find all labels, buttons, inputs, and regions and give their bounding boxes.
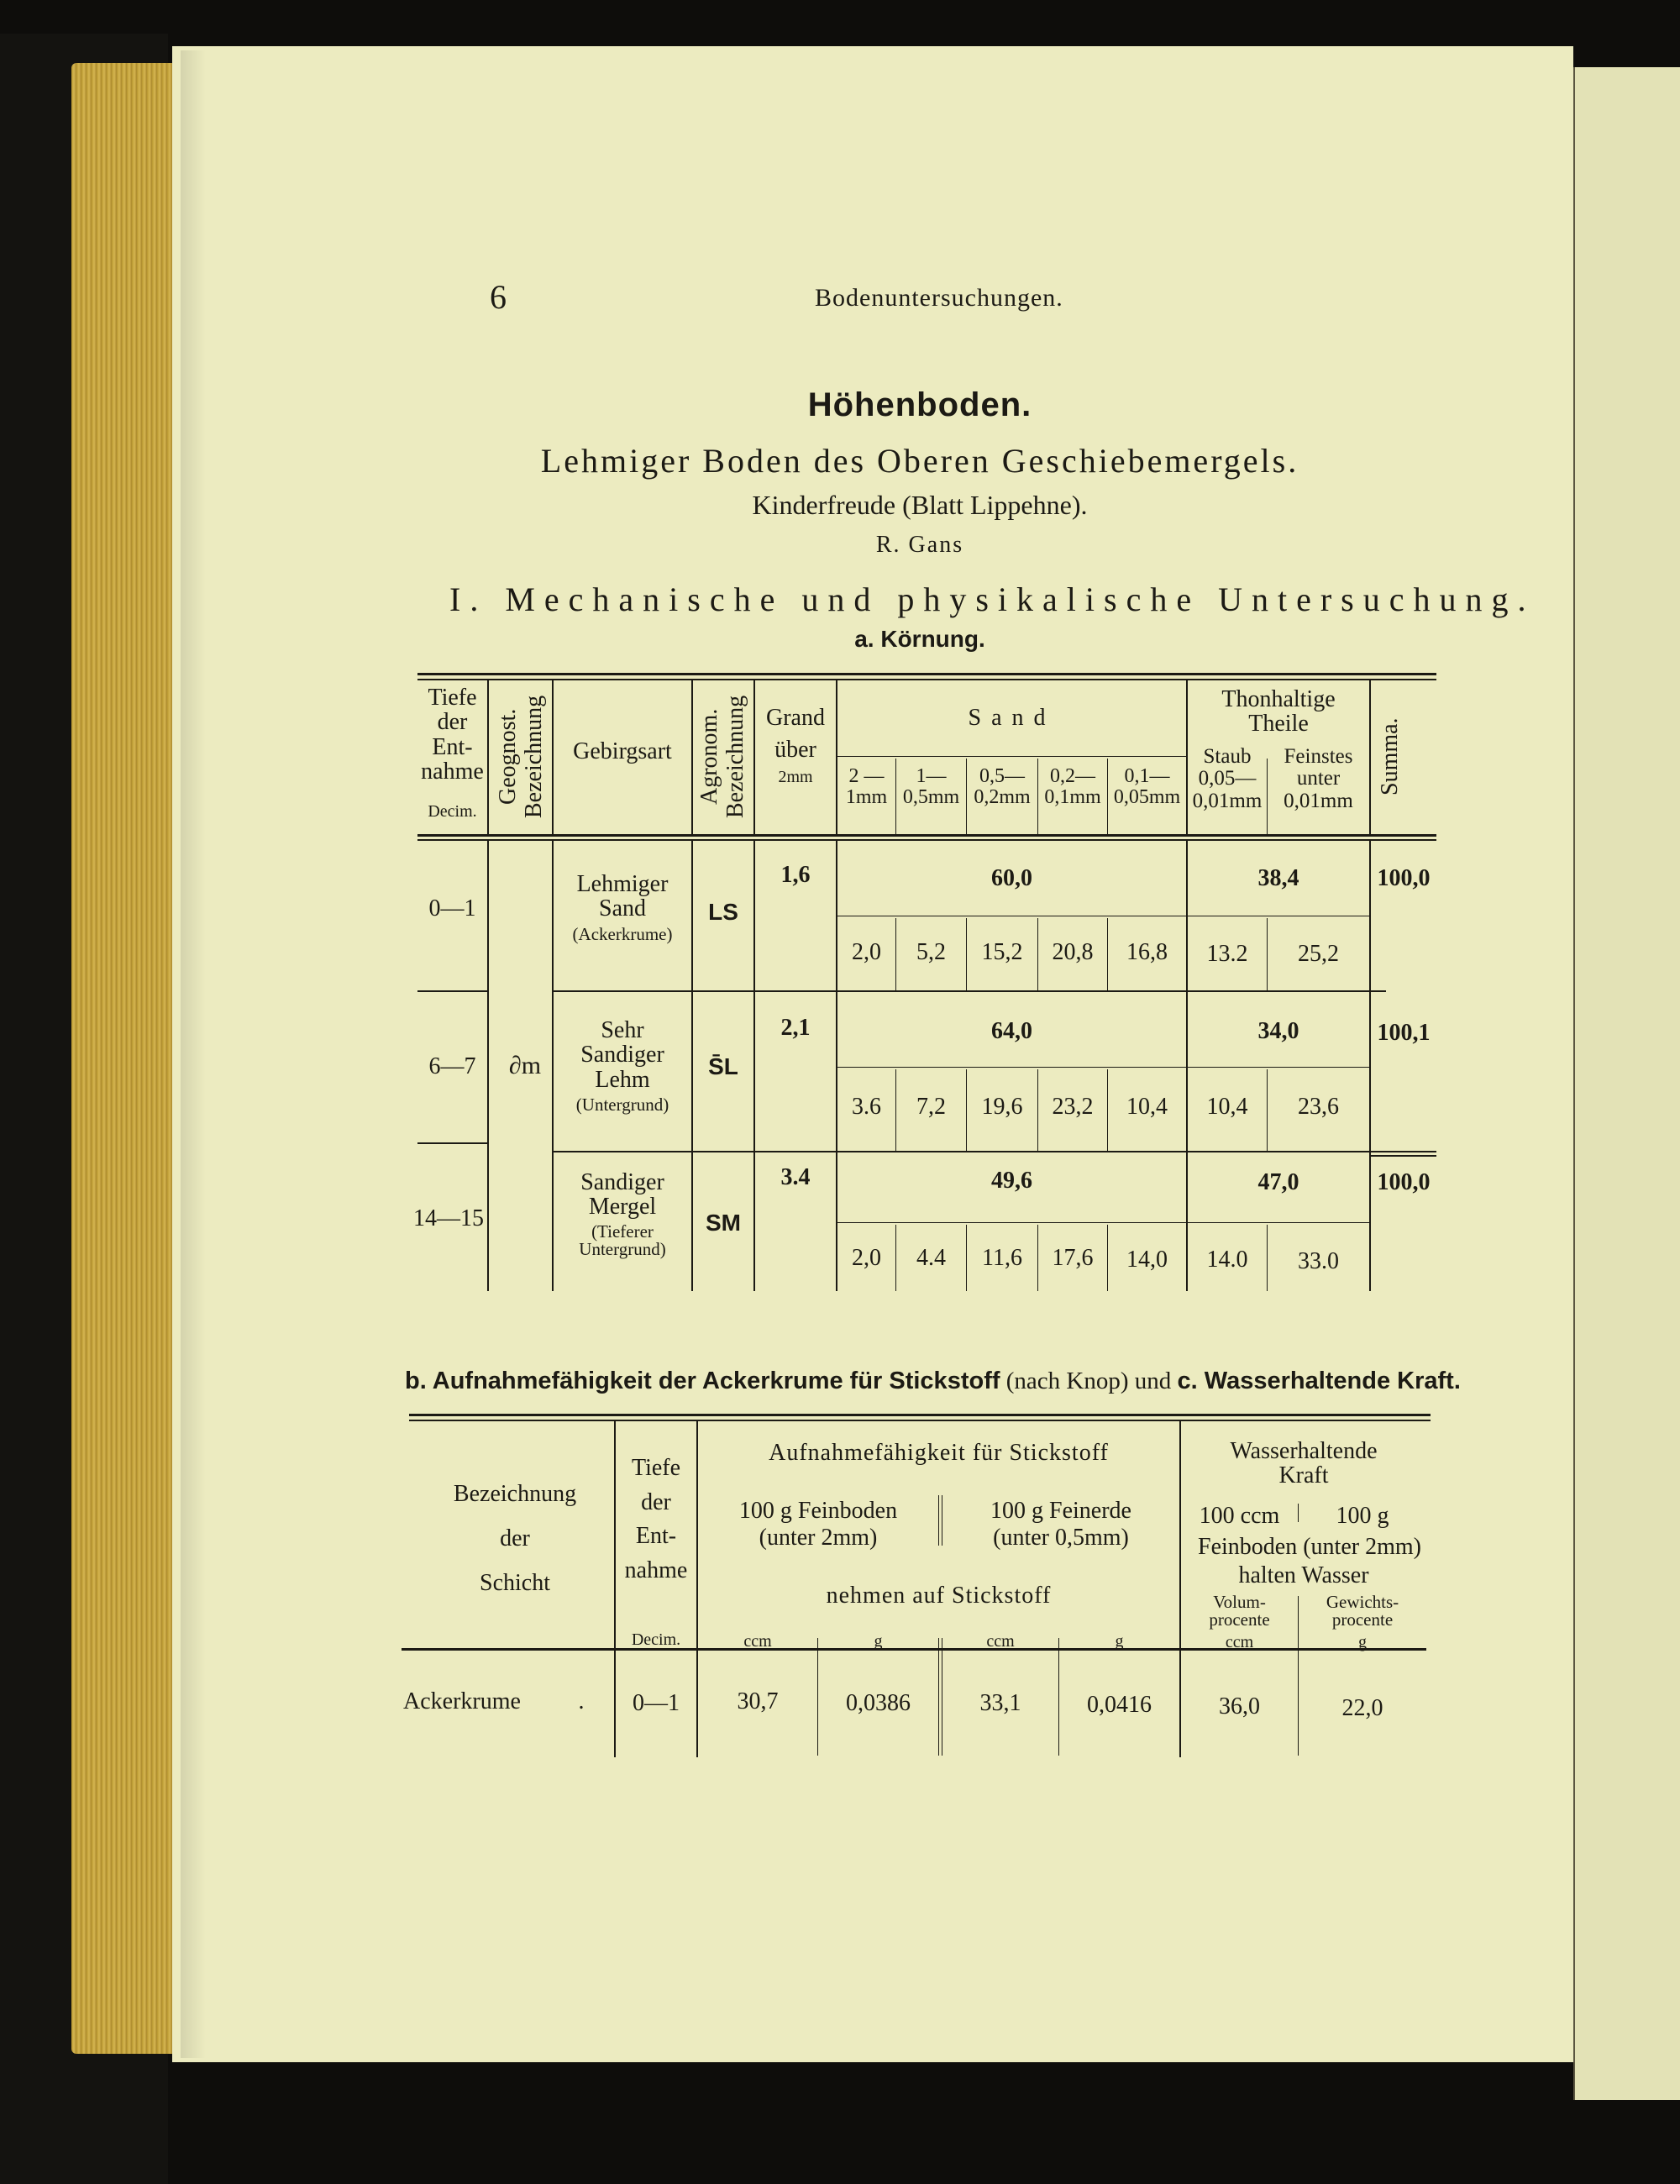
cell-tiefe: 14—15 xyxy=(413,1205,484,1231)
rule xyxy=(554,990,1386,992)
cell-value: 0,0416 xyxy=(1087,1692,1152,1718)
cell-tiefe: 0—1 xyxy=(633,1690,680,1716)
author: R. Gans xyxy=(875,532,964,558)
header-tiefe-unit: Decim. xyxy=(631,1630,681,1649)
header-sand-fraction: 2 — 1mm xyxy=(845,765,888,809)
page-title: Höhenboden. xyxy=(807,386,1032,423)
cell-summa: 100,0 xyxy=(1377,865,1431,891)
cell-sand-total: 60,0 xyxy=(991,865,1032,891)
cell-tiefe: 6—7 xyxy=(428,1053,476,1079)
header-grand: Grand über 2mm xyxy=(766,705,825,786)
header-thon: Thonhaltige Theile xyxy=(1221,686,1336,738)
page-number: 6 xyxy=(490,278,507,316)
cell-thon: 33.0 xyxy=(1298,1248,1339,1274)
header-feinboden: 100 g Feinboden (unter 2mm) xyxy=(738,1498,898,1551)
running-head: Bodenuntersuchungen. xyxy=(815,284,1063,312)
header-wfein: Feinboden (unter 2mm) xyxy=(1198,1534,1421,1560)
header-wasser: Wasserhaltende Kraft xyxy=(1230,1438,1378,1489)
cell-gebirgsart: Sehr Sandiger Lehm (Untergrund) xyxy=(575,1017,669,1116)
cell-thon: 10,4 xyxy=(1206,1094,1248,1120)
facing-page xyxy=(1573,67,1680,2100)
cell-thon-total: 38,4 xyxy=(1257,865,1299,891)
header-w100g: 100 g xyxy=(1336,1503,1389,1529)
rule xyxy=(753,841,755,1291)
cell-thon: 14.0 xyxy=(1206,1247,1248,1273)
cell-sand: 15,2 xyxy=(981,939,1023,965)
rule xyxy=(837,1222,1369,1223)
cell-grand: 3.4 xyxy=(780,1164,811,1190)
header-feinstes: Feinstes unter 0,01mm xyxy=(1284,745,1353,812)
rule xyxy=(837,1067,1369,1068)
section-heading: I. Mechanische und physikalische Untersuchung. xyxy=(449,580,1536,618)
rule xyxy=(938,1638,939,1648)
header-sand-fraction: 1— 0,5mm xyxy=(902,765,960,809)
place: Kinderfreude (Blatt Lippehne). xyxy=(752,490,1088,520)
cell-sand: 7,2 xyxy=(916,1094,946,1120)
leader-dot: . xyxy=(578,1688,585,1714)
rule xyxy=(691,679,693,834)
header-sand-fraction: 0,1— 0,05mm xyxy=(1113,765,1181,809)
cell-agronom: SM xyxy=(706,1210,741,1236)
cell-thon: 23,6 xyxy=(1298,1094,1339,1120)
unit: ccm xyxy=(1225,1633,1254,1651)
header-sand-fraction: 0,2— 0,1mm xyxy=(1044,765,1101,809)
cell-sand: 14,0 xyxy=(1126,1247,1168,1273)
header-summa: Summa. xyxy=(1377,717,1403,796)
cell-sand: 10,4 xyxy=(1126,1094,1168,1120)
rule xyxy=(1186,841,1188,1291)
rule xyxy=(409,1420,1431,1421)
cell-value: 33,1 xyxy=(979,1690,1021,1716)
header-gewicht: Gewichts- procente xyxy=(1326,1592,1399,1630)
header-tiefe: Tiefe der Ent- nahme xyxy=(624,1455,688,1583)
header-w100ccm: 100 ccm xyxy=(1199,1503,1280,1529)
subtitle: Lehmiger Boden des Oberen Geschiebemergels. xyxy=(540,442,1299,480)
rule xyxy=(554,1151,1436,1152)
cell-gebirgsart: Lehmiger Sand (Ackerkrume) xyxy=(572,871,673,944)
rule xyxy=(487,841,489,1291)
cell-name: Ackerkrume xyxy=(403,1688,521,1714)
cell-value: 30,7 xyxy=(737,1688,779,1714)
cell-summa: 100,1 xyxy=(1377,1020,1431,1046)
header-tiefe-unit: Decim. xyxy=(428,802,477,821)
subsection-a-heading: a. Körnung. xyxy=(854,626,985,652)
cell-sand: 20,8 xyxy=(1052,939,1094,965)
cell-thon-total: 47,0 xyxy=(1257,1169,1299,1195)
rule xyxy=(837,756,1186,757)
cell-gebirgsart: Sandiger Mergel (Tieferer Untergrund) xyxy=(579,1169,666,1259)
header-sand-fraction: 0,5— 0,2mm xyxy=(974,765,1031,809)
unit: ccm xyxy=(986,1632,1015,1651)
rule xyxy=(417,679,1436,680)
book-page xyxy=(172,46,1573,2062)
page-edges xyxy=(71,63,189,2054)
cell-value: 36,0 xyxy=(1219,1693,1260,1719)
header-tiefe: Tiefe der Ent- nahme xyxy=(421,685,484,785)
rule xyxy=(938,1651,939,1756)
cell-sand: 4.4 xyxy=(916,1245,946,1271)
cell-agronom: LS xyxy=(708,899,738,925)
unit: g xyxy=(1358,1633,1367,1651)
cell-sand: 19,6 xyxy=(981,1094,1023,1120)
cell-sand-total: 64,0 xyxy=(991,1018,1032,1044)
rule xyxy=(417,673,1436,675)
header-whalten: halten Wasser xyxy=(1238,1562,1369,1588)
rule xyxy=(1369,841,1371,1291)
geognost-value: ∂m xyxy=(508,1052,542,1079)
rule xyxy=(417,1142,487,1144)
rule xyxy=(836,841,837,1291)
cell-sand-total: 49,6 xyxy=(991,1168,1032,1194)
cell-agronom: S̄L xyxy=(708,1053,738,1079)
cell-thon: 13.2 xyxy=(1206,941,1248,967)
cell-tiefe: 0—1 xyxy=(428,895,476,921)
rule xyxy=(1369,679,1371,834)
rule xyxy=(417,990,487,992)
cell-sand: 16,8 xyxy=(1126,939,1168,965)
cell-grand: 2,1 xyxy=(780,1015,811,1041)
cell-value: 0,0386 xyxy=(846,1690,911,1716)
header-staub: Staub 0,05— 0,01mm xyxy=(1192,745,1263,812)
header-gebirgsart: Gebirgsart xyxy=(573,738,672,764)
cell-sand: 23,2 xyxy=(1052,1094,1094,1120)
header-aufnahme: Aufnahmefähigkeit für Stickstoff xyxy=(769,1440,1109,1466)
rule xyxy=(417,839,1436,841)
cell-sand: 2,0 xyxy=(852,939,881,965)
unit: g xyxy=(874,1632,883,1651)
header-volum: Volum- procente xyxy=(1209,1592,1270,1630)
cell-sand: 5,2 xyxy=(916,939,946,965)
cell-grand: 1,6 xyxy=(780,862,811,888)
cell-thon: 25,2 xyxy=(1298,941,1339,967)
header-bezeichnung: Bezeichnung der Schicht xyxy=(453,1481,577,1597)
header-feinerde: 100 g Feinerde (unter 0,5mm) xyxy=(990,1498,1131,1551)
gutter-shadow xyxy=(181,50,206,2058)
header-geognost: Geognost. Bezeichnung xyxy=(495,695,547,819)
header-sand: Sand xyxy=(968,705,1056,731)
rule xyxy=(409,1414,1431,1416)
cell-thon-total: 34,0 xyxy=(1257,1018,1299,1044)
unit: ccm xyxy=(743,1632,772,1651)
rule xyxy=(417,834,1436,837)
cell-sand: 17,6 xyxy=(1052,1245,1094,1271)
cell-summa: 100,0 xyxy=(1377,1169,1431,1195)
subsection-b-c-heading: b. Aufnahmefähigkeit der Ackerkrume für Stickstoff (nach Knop) und c. Wasserhaltende Kraft. xyxy=(405,1368,1461,1394)
unit: g xyxy=(1115,1632,1124,1651)
rule xyxy=(1369,1155,1436,1157)
cell-sand: 11,6 xyxy=(982,1245,1022,1271)
cell-value: 22,0 xyxy=(1341,1695,1383,1721)
header-agronom: Agronom. Bezeichnung xyxy=(696,695,748,819)
cell-sand: 2,0 xyxy=(852,1245,881,1271)
cell-sand: 3.6 xyxy=(852,1094,881,1120)
rule xyxy=(487,679,489,834)
rule xyxy=(938,1495,939,1546)
header-nehmen: nehmen auf Stickstoff xyxy=(826,1583,1052,1609)
